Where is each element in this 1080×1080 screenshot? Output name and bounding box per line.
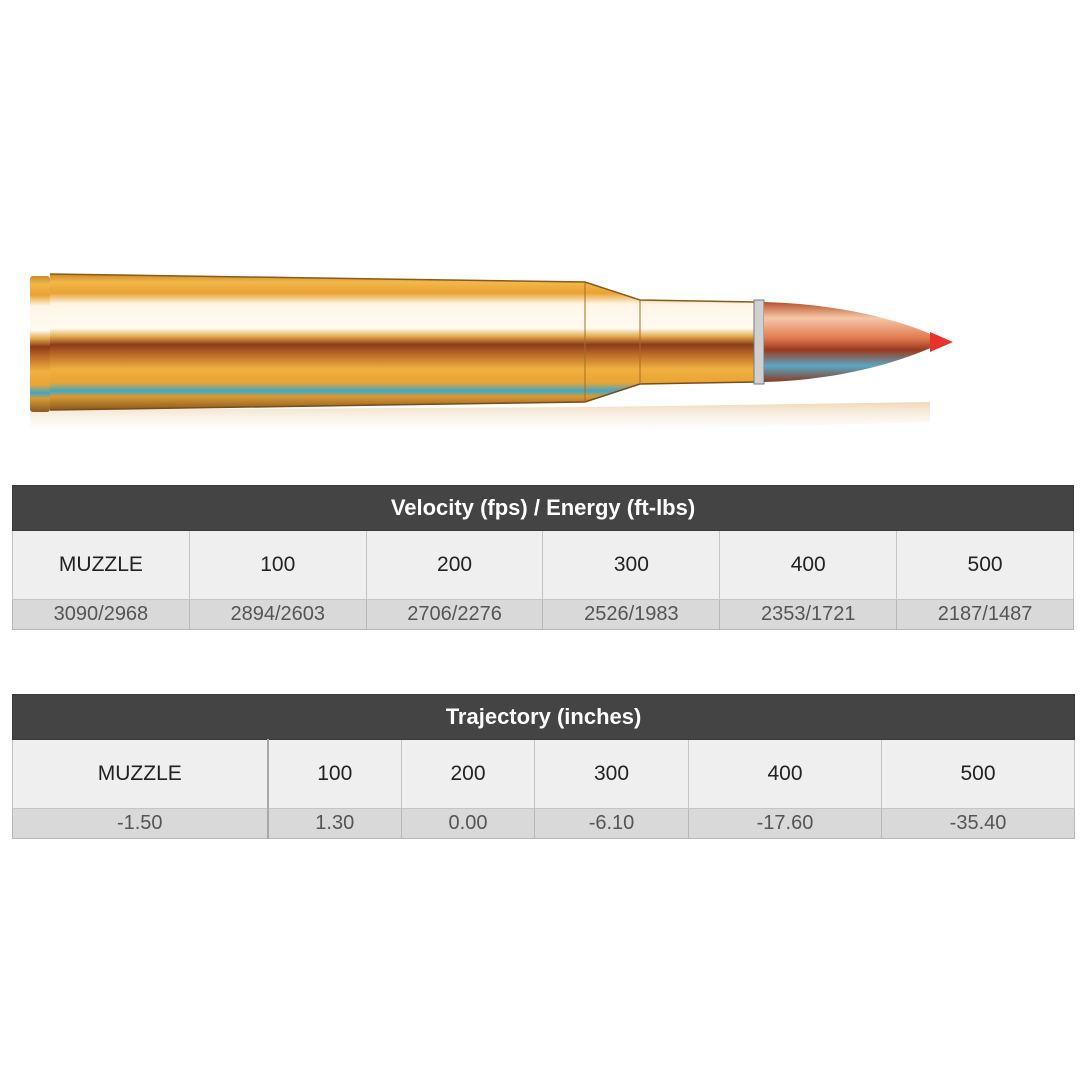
trajectory-value-cell: -6.10	[535, 809, 689, 839]
trajectory-value-cell: 1.30	[268, 809, 402, 839]
velocity-value-cell: 2187/1487	[897, 600, 1074, 630]
trajectory-header-cell: 500	[882, 740, 1075, 809]
trajectory-header-cell: 400	[689, 740, 882, 809]
trajectory-table	[12, 694, 1075, 839]
velocity-value-row	[13, 600, 1074, 630]
velocity-value-cell: 2706/2276	[366, 600, 543, 630]
trajectory-header-cell: 300	[535, 740, 689, 809]
trajectory-title: Trajectory (inches)	[13, 695, 1075, 740]
velocity-header-cell: MUZZLE	[13, 531, 190, 600]
velocity-header-row	[13, 531, 1074, 600]
trajectory-value-cell: -35.40	[882, 809, 1075, 839]
velocity-value-cell: 2894/2603	[189, 600, 366, 630]
velocity-header-cell: 100	[189, 531, 366, 600]
trajectory-value-cell: -1.50	[13, 809, 268, 839]
velocity-header-cell: 200	[366, 531, 543, 600]
velocity-value-cell: 3090/2968	[13, 600, 190, 630]
trajectory-header-cell: 100	[268, 740, 402, 809]
velocity-energy-title: Velocity (fps) / Energy (ft-lbs)	[13, 486, 1074, 531]
trajectory-header-row	[13, 740, 1075, 809]
velocity-header-cell: 500	[897, 531, 1074, 600]
trajectory-value-cell: -17.60	[689, 809, 882, 839]
velocity-value-cell: 2353/1721	[720, 600, 897, 630]
velocity-header-cell: 400	[720, 531, 897, 600]
cartridge-image	[0, 232, 980, 457]
velocity-energy-table	[12, 485, 1074, 630]
trajectory-value-row	[13, 809, 1075, 839]
trajectory-header-cell: MUZZLE	[13, 740, 268, 809]
trajectory-value-cell: 0.00	[402, 809, 535, 839]
velocity-value-cell: 2526/1983	[543, 600, 720, 630]
trajectory-header-cell: 200	[402, 740, 535, 809]
velocity-header-cell: 300	[543, 531, 720, 600]
